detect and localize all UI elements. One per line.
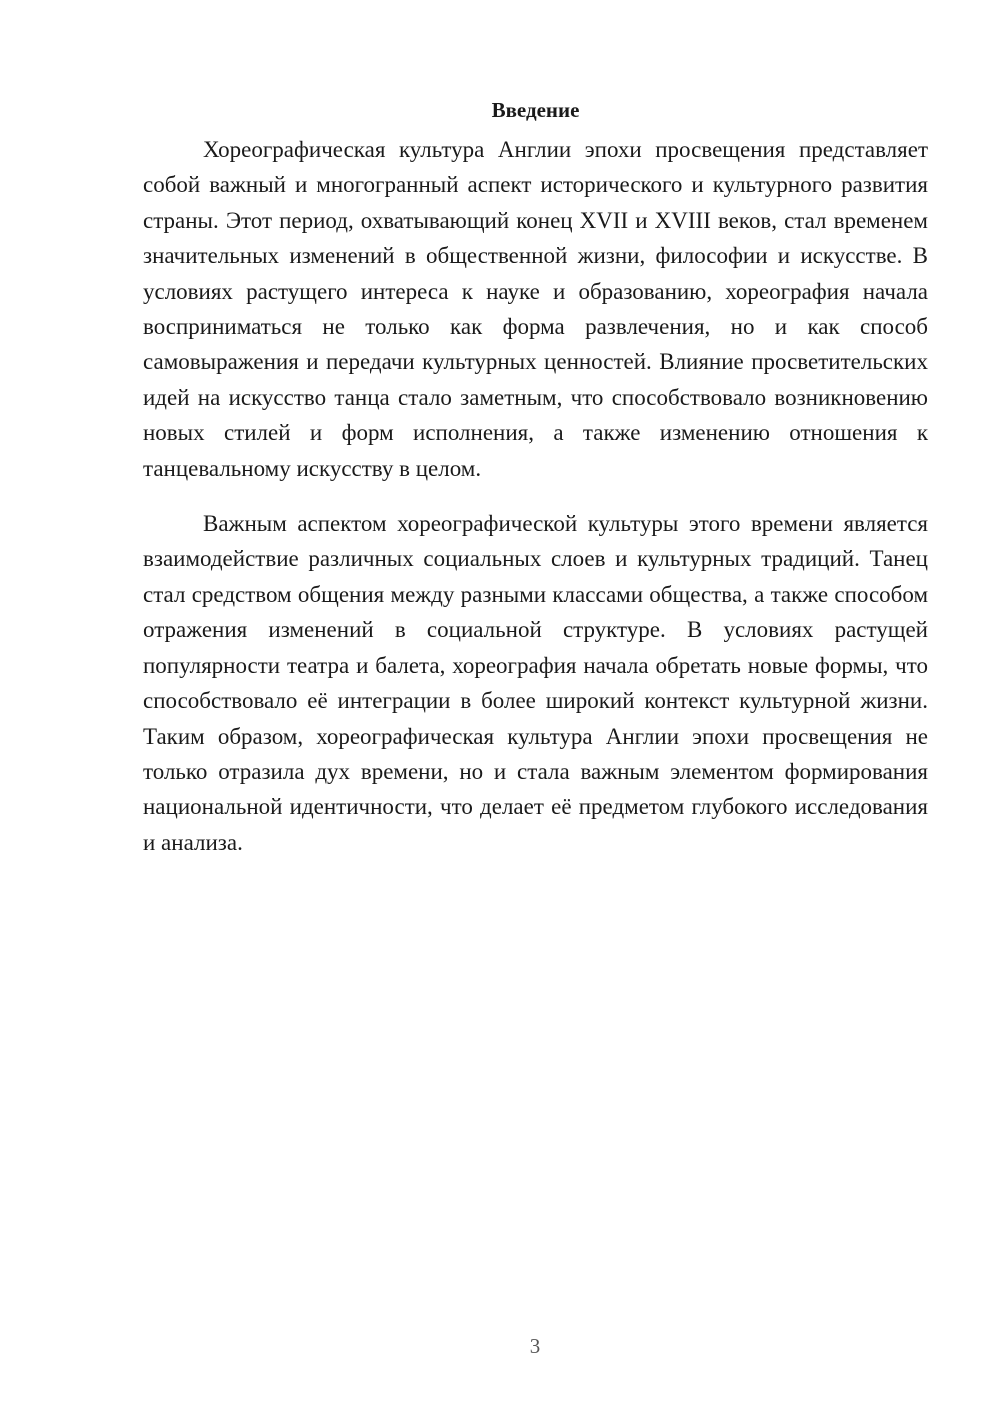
page-number: 3 bbox=[529, 1334, 541, 1358]
paragraph-1: Хореографическая культура Англии эпохи просвещения представляет собой важный и многогранный аспект исторического и культурного развития страны. Этот период, охватывающий конец XVII и XVIII веков, стал временем значительных изменений в общественной жизни, философии и искусстве. В условиях растущего интереса к науке и образованию, хореография начала восприниматься не только как форма развлечения, но и как способ самовыражения и передачи культурных ценностей. Влияние просветительских идей на искусство танца стало заметным, что способствовало возникновению новых стилей и форм исполнения, а также изменению отношения к танцевальному искусству в целом. bbox=[143, 137, 928, 481]
page-content bbox=[143, 92, 928, 860]
section-heading: Введение bbox=[491, 98, 580, 122]
paragraph-2: Важным аспектом хореографической культуры этого времени является взаимодействие различных социальных слоев и культурных традиций. Танец стал средством общения между разными классами общества, а также способом отражения изменений в социальной структуре. В условиях растущей популярности театра и балета, хореография начала обретать новые формы, что способствовало её интеграции в более широкий контекст культурной жизни. Таким образом, хореографическая культура Англии эпохи просвещения не только отразила дух времени, но и стала важным элементом формирования национальной идентичности, что делает её предметом глубокого исследования и анализа. bbox=[143, 511, 928, 855]
